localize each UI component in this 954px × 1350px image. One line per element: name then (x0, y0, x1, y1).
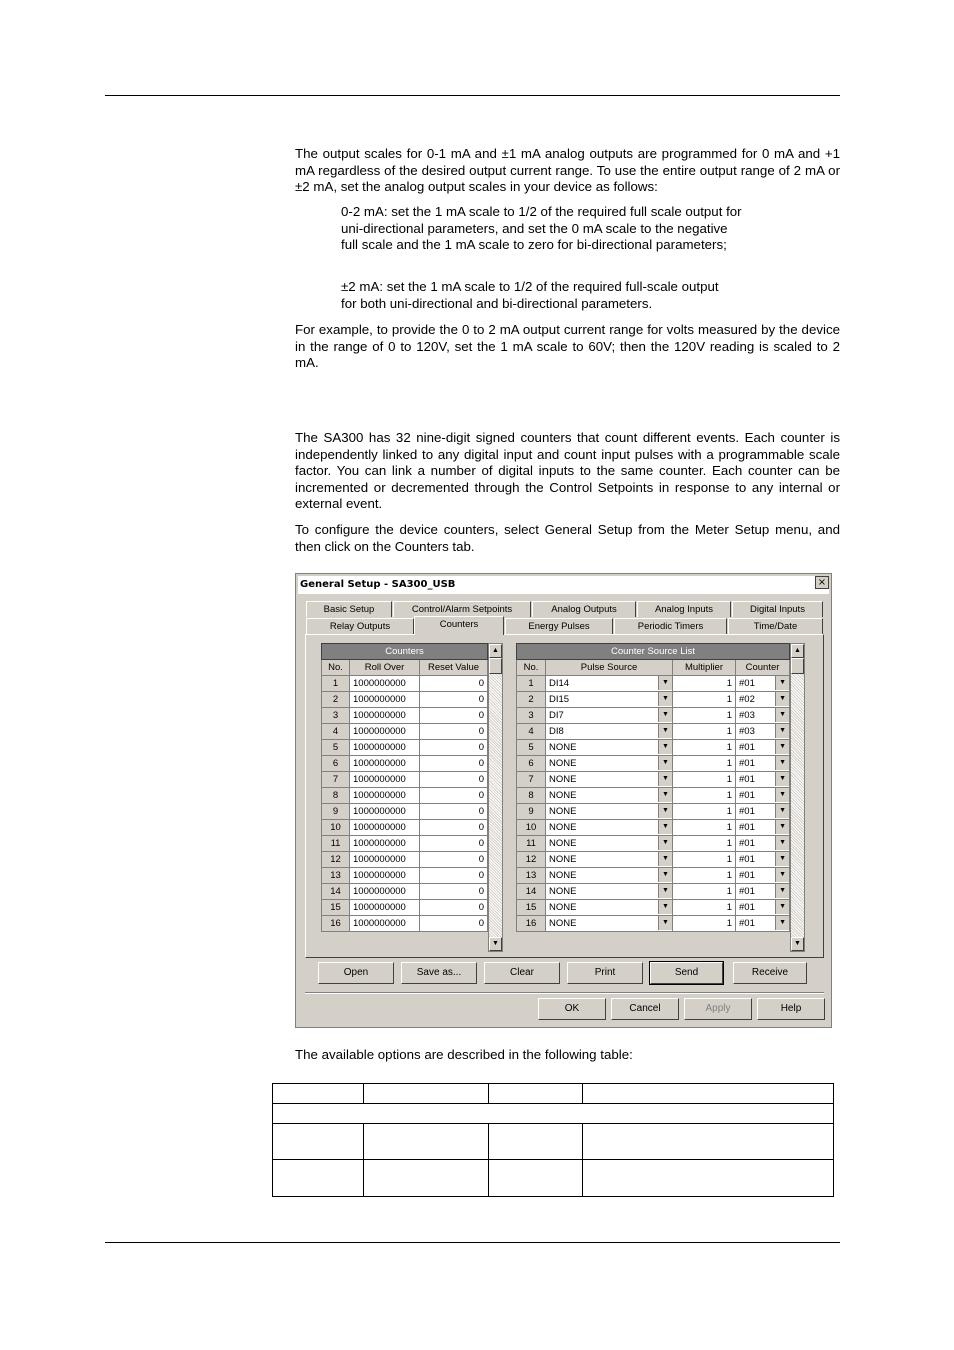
reset-value-field[interactable]: 0 (420, 740, 488, 756)
paragraph-example: For example, to provide the 0 to 2 mA output current range for volts measured by the device in the range of 0 to 120V, set the 1 mA scale to 60V; then the 120V reading is scaled to 2 mA. (295, 322, 840, 370)
multiplier-field[interactable]: 1 (673, 788, 736, 804)
reset-value-field[interactable]: 0 (420, 676, 488, 692)
chevron-down-icon[interactable]: ▼ (658, 708, 672, 722)
source-no: 10 (517, 820, 546, 836)
rollover-field[interactable]: 1000000000 (350, 788, 420, 804)
scroll-thumb[interactable] (489, 658, 502, 674)
rollover-field[interactable]: 1000000000 (350, 868, 420, 884)
send-button[interactable]: Send (650, 962, 723, 984)
reset-value-field[interactable]: 0 (420, 884, 488, 900)
table-row (322, 788, 488, 804)
pulse-source-select[interactable] (546, 772, 673, 788)
pulse-source-value: NONE (549, 854, 577, 865)
counter-no: 16 (322, 916, 350, 932)
save-as-button[interactable]: Save as... (401, 962, 477, 984)
counter-select[interactable] (736, 724, 790, 740)
item-0-2ma-text: set the 1 mA scale to 1/2 of the required full scale output for uni-directional parameters, and set the 0 mA scale to the negative full scale and the 1 mA scale to zero for bi-directional parameters; (341, 204, 742, 252)
table-row (517, 692, 790, 708)
multiplier-field[interactable]: 1 (673, 820, 736, 836)
tab-periodic-timers[interactable]: Periodic Timers (614, 618, 727, 634)
counter-source-table (516, 643, 790, 932)
multiplier-field[interactable]: 1 (673, 708, 736, 724)
reset-value-field[interactable]: 0 (420, 724, 488, 740)
chevron-down-icon[interactable]: ▼ (658, 676, 672, 690)
counter-select[interactable] (736, 740, 790, 756)
counter-no: 9 (322, 804, 350, 820)
counter-no: 11 (322, 836, 350, 852)
item-pm2ma-text: set the 1 mA scale to 1/2 of the required full-scale output for both uni-directional and bi-directional parameters. (341, 279, 719, 311)
chevron-down-icon[interactable]: ▼ (775, 916, 789, 930)
multiplier-field[interactable]: 1 (673, 740, 736, 756)
source-no: 2 (517, 692, 546, 708)
multiplier-field[interactable]: 1 (673, 756, 736, 772)
rollover-field[interactable]: 1000000000 (350, 916, 420, 932)
source-caption: Counter Source List (517, 644, 790, 660)
pulse-source-value: NONE (549, 870, 577, 881)
counter-no: 10 (322, 820, 350, 836)
reset-value-field[interactable]: 0 (420, 916, 488, 932)
paragraph-output-scales: The output scales for 0-1 mA and ±1 mA analog outputs are programmed for 0 mA and +1 mA regardless of the desired output current range. To use the entire output range of 2 mA or ±2 mA, set the analog output scales in your device as follows: (295, 146, 840, 194)
source-no: 15 (517, 900, 546, 916)
scroll-up-icon[interactable]: ▲ (791, 644, 804, 658)
counter-no: 7 (322, 772, 350, 788)
pulse-source-select[interactable] (546, 916, 673, 932)
counter-no: 15 (322, 900, 350, 916)
table-row (273, 1124, 834, 1160)
multiplier-field[interactable]: 1 (673, 804, 736, 820)
counter-value: #03 (739, 726, 755, 737)
counters-header-rollover: Roll Over (350, 660, 420, 676)
chevron-down-icon[interactable]: ▼ (658, 788, 672, 802)
pulse-source-select[interactable] (546, 756, 673, 772)
scroll-up-icon[interactable]: ▲ (489, 644, 502, 658)
source-no: 4 (517, 724, 546, 740)
chevron-down-icon[interactable]: ▼ (658, 820, 672, 834)
cancel-button[interactable]: Cancel (611, 998, 679, 1020)
table-row (322, 884, 488, 900)
pulse-source-value: DI8 (549, 726, 564, 737)
rollover-field[interactable]: 1000000000 (350, 708, 420, 724)
table-row (517, 868, 790, 884)
counter-select[interactable] (736, 884, 790, 900)
footer-rule (105, 1242, 840, 1243)
multiplier-field[interactable]: 1 (673, 868, 736, 884)
table-row (517, 756, 790, 772)
counter-no: 12 (322, 852, 350, 868)
header-rule (105, 95, 840, 96)
source-no: 7 (517, 772, 546, 788)
rollover-field[interactable]: 1000000000 (350, 724, 420, 740)
chevron-down-icon[interactable]: ▼ (658, 804, 672, 818)
counter-no: 6 (322, 756, 350, 772)
tab-control-alarm-setpoints[interactable]: Control/Alarm Setpoints (393, 601, 531, 617)
tab-analog-inputs[interactable]: Analog Inputs (637, 601, 731, 617)
counter-value: #01 (739, 870, 755, 881)
chevron-down-icon[interactable]: ▼ (775, 900, 789, 914)
source-no: 9 (517, 804, 546, 820)
chevron-down-icon[interactable]: ▼ (658, 868, 672, 882)
pulse-source-select[interactable] (546, 692, 673, 708)
counter-no: 3 (322, 708, 350, 724)
counter-select[interactable] (736, 804, 790, 820)
paragraph-options: The available options are described in the following table: (295, 1047, 633, 1062)
table-row (322, 820, 488, 836)
rollover-field[interactable]: 1000000000 (350, 884, 420, 900)
counter-select[interactable] (736, 676, 790, 692)
pulse-source-select[interactable] (546, 900, 673, 916)
counter-value: #01 (739, 758, 755, 769)
source-no: 1 (517, 676, 546, 692)
reset-value-field[interactable]: 0 (420, 804, 488, 820)
table-row (322, 916, 488, 932)
multiplier-field[interactable]: 1 (673, 676, 736, 692)
pulse-source-select[interactable] (546, 852, 673, 868)
table-row (322, 676, 488, 692)
counters-table (321, 643, 488, 932)
multiplier-field[interactable]: 1 (673, 724, 736, 740)
tab-basic-setup[interactable]: Basic Setup (306, 601, 392, 617)
rollover-field[interactable]: 1000000000 (350, 836, 420, 852)
chevron-down-icon[interactable]: ▼ (775, 804, 789, 818)
print-button[interactable]: Print (567, 962, 643, 984)
counter-value: #01 (739, 742, 755, 753)
counter-no: 13 (322, 868, 350, 884)
counters-caption: Counters (322, 644, 488, 660)
counter-value: #01 (739, 854, 755, 865)
counter-value: #03 (739, 710, 755, 721)
source-no: 11 (517, 836, 546, 852)
counter-value: #01 (739, 774, 755, 785)
pulse-source-value: NONE (549, 902, 577, 913)
counter-value: #01 (739, 790, 755, 801)
clear-button[interactable]: Clear (484, 962, 560, 984)
counter-select[interactable] (736, 836, 790, 852)
multiplier-field[interactable]: 1 (673, 884, 736, 900)
chevron-down-icon[interactable]: ▼ (775, 868, 789, 882)
source-no: 12 (517, 852, 546, 868)
counter-no: 4 (322, 724, 350, 740)
pulse-source-value: NONE (549, 838, 577, 849)
chevron-down-icon[interactable]: ▼ (658, 756, 672, 770)
pulse-source-select[interactable] (546, 884, 673, 900)
tab-counters[interactable]: Counters (414, 616, 504, 635)
counter-value: #02 (739, 694, 755, 705)
counter-select[interactable] (736, 900, 790, 916)
rollover-field[interactable]: 1000000000 (350, 900, 420, 916)
tab-analog-outputs[interactable]: Analog Outputs (532, 601, 636, 617)
item-0-2ma (341, 204, 743, 254)
chevron-down-icon[interactable]: ▼ (658, 772, 672, 786)
table-row (517, 820, 790, 836)
reset-value-field[interactable]: 0 (420, 772, 488, 788)
pulse-source-value: NONE (549, 886, 577, 897)
chevron-down-icon[interactable]: ▼ (658, 692, 672, 706)
counter-value: #01 (739, 918, 755, 929)
table-row (322, 804, 488, 820)
source-no: 8 (517, 788, 546, 804)
chevron-down-icon[interactable]: ▼ (658, 900, 672, 914)
scroll-down-icon[interactable]: ▼ (489, 937, 502, 951)
rollover-field[interactable]: 1000000000 (350, 852, 420, 868)
table-row (517, 676, 790, 692)
tab-energy-pulses[interactable]: Energy Pulses (505, 618, 613, 634)
pulse-source-select[interactable] (546, 740, 673, 756)
pulse-source-value: NONE (549, 790, 577, 801)
counter-value: #01 (739, 822, 755, 833)
multiplier-field[interactable]: 1 (673, 916, 736, 932)
table-row (517, 708, 790, 724)
pulse-source-select[interactable] (546, 820, 673, 836)
paragraph-counters: The SA300 has 32 nine-digit signed counters that count different events. Each counter is independently linked to any digital input and count input pulses with a programmable scale factor. You can link a number of digital inputs to the same counter. Each counter can be incremented or decremented through the Control Setpoints in response to any internal or external event. (295, 430, 840, 511)
reset-value-field[interactable]: 0 (420, 868, 488, 884)
table-row (517, 772, 790, 788)
chevron-down-icon[interactable]: ▼ (658, 884, 672, 898)
pulse-source-value: DI7 (549, 710, 564, 721)
source-no: 5 (517, 740, 546, 756)
rollover-field[interactable]: 1000000000 (350, 820, 420, 836)
chevron-down-icon[interactable]: ▼ (775, 708, 789, 722)
chevron-down-icon[interactable]: ▼ (658, 916, 672, 930)
source-header-multiplier: Multiplier (673, 660, 736, 676)
table-row (322, 852, 488, 868)
counter-select[interactable] (736, 788, 790, 804)
counters-header-reset: Reset Value (420, 660, 488, 676)
table-row (517, 884, 790, 900)
counter-no: 1 (322, 676, 350, 692)
reset-value-field[interactable]: 0 (420, 820, 488, 836)
chevron-down-icon[interactable]: ▼ (658, 852, 672, 866)
chevron-down-icon[interactable]: ▼ (658, 836, 672, 850)
table-row (517, 900, 790, 916)
reset-value-field[interactable]: 0 (420, 756, 488, 772)
table-row (273, 1104, 834, 1124)
chevron-down-icon[interactable]: ▼ (775, 852, 789, 866)
item-pm2ma-label: ±2 mA: (341, 279, 384, 294)
source-no: 16 (517, 916, 546, 932)
chevron-down-icon[interactable]: ▼ (775, 724, 789, 738)
tab-relay-outputs[interactable]: Relay Outputs (306, 618, 414, 634)
reset-value-field[interactable]: 0 (420, 788, 488, 804)
counter-value: #01 (739, 678, 755, 689)
pulse-source-select[interactable] (546, 788, 673, 804)
multiplier-field[interactable]: 1 (673, 836, 736, 852)
counter-select[interactable] (736, 692, 790, 708)
reset-value-field[interactable]: 0 (420, 900, 488, 916)
rollover-field[interactable]: 1000000000 (350, 676, 420, 692)
table-row (322, 740, 488, 756)
counter-no: 5 (322, 740, 350, 756)
table-row (517, 788, 790, 804)
rollover-field[interactable]: 1000000000 (350, 772, 420, 788)
tab-time-date[interactable]: Time/Date (728, 618, 823, 634)
multiplier-field[interactable]: 1 (673, 772, 736, 788)
rollover-field[interactable]: 1000000000 (350, 740, 420, 756)
counter-value: #01 (739, 806, 755, 817)
counter-no: 2 (322, 692, 350, 708)
counter-select[interactable] (736, 708, 790, 724)
source-header-pulse-source: Pulse Source (546, 660, 673, 676)
reset-value-field[interactable]: 0 (420, 692, 488, 708)
scroll-thumb[interactable] (791, 658, 804, 674)
table-row (322, 836, 488, 852)
source-no: 14 (517, 884, 546, 900)
item-pm2ma (341, 279, 731, 312)
chevron-down-icon[interactable]: ▼ (775, 692, 789, 706)
counter-value: #01 (739, 886, 755, 897)
table-row (322, 708, 488, 724)
counter-select[interactable] (736, 756, 790, 772)
pulse-source-value: NONE (549, 758, 577, 769)
table-row (517, 852, 790, 868)
table-row (517, 804, 790, 820)
table-row (322, 724, 488, 740)
rollover-field[interactable]: 1000000000 (350, 756, 420, 772)
chevron-down-icon[interactable]: ▼ (775, 884, 789, 898)
counter-select[interactable] (736, 916, 790, 932)
counter-select[interactable] (736, 868, 790, 884)
source-no: 13 (517, 868, 546, 884)
pulse-source-value: DI15 (549, 694, 570, 705)
chevron-down-icon[interactable]: ▼ (775, 756, 789, 770)
counter-no: 14 (322, 884, 350, 900)
table-row (322, 756, 488, 772)
chevron-down-icon[interactable]: ▼ (775, 820, 789, 834)
help-button[interactable]: Help (757, 998, 825, 1020)
scroll-down-icon[interactable]: ▼ (791, 937, 804, 951)
pulse-source-value: NONE (549, 806, 577, 817)
pulse-source-value: NONE (549, 774, 577, 785)
pulse-source-select[interactable] (546, 708, 673, 724)
counter-select[interactable] (736, 820, 790, 836)
pulse-source-select[interactable] (546, 676, 673, 692)
reset-value-field[interactable]: 0 (420, 852, 488, 868)
reset-value-field[interactable]: 0 (420, 836, 488, 852)
source-no: 3 (517, 708, 546, 724)
chevron-down-icon[interactable]: ▼ (775, 836, 789, 850)
counters-header-no: No. (322, 660, 350, 676)
multiplier-field[interactable]: 1 (673, 900, 736, 916)
pulse-source-value: NONE (549, 822, 577, 833)
pulse-source-value: NONE (549, 742, 577, 753)
counter-no: 8 (322, 788, 350, 804)
open-button[interactable]: Open (318, 962, 394, 984)
apply-button[interactable]: Apply (684, 998, 752, 1020)
counter-select[interactable] (736, 772, 790, 788)
pulse-source-select[interactable] (546, 804, 673, 820)
counter-value: #01 (739, 838, 755, 849)
rollover-field[interactable]: 1000000000 (350, 804, 420, 820)
table-row (517, 916, 790, 932)
multiplier-field[interactable]: 1 (673, 692, 736, 708)
receive-button[interactable]: Receive (733, 962, 807, 984)
item-0-2ma-label: 0-2 mA: (341, 204, 388, 219)
table-row (322, 900, 488, 916)
reset-value-field[interactable]: 0 (420, 708, 488, 724)
options-table (272, 1083, 834, 1197)
table-row (517, 724, 790, 740)
table-row (273, 1084, 834, 1104)
paragraph-configure: To configure the device counters, select General Setup from the Meter Setup menu, and then click on the Counters tab. (295, 522, 840, 554)
pulse-source-value: DI14 (549, 678, 570, 689)
multiplier-field[interactable]: 1 (673, 852, 736, 868)
pulse-source-select[interactable] (546, 836, 673, 852)
counter-value: #01 (739, 902, 755, 913)
table-row (322, 772, 488, 788)
chevron-down-icon[interactable]: ▼ (775, 676, 789, 690)
source-no: 6 (517, 756, 546, 772)
table-row (322, 692, 488, 708)
dialog-title: General Setup - SA300_USB (298, 576, 829, 594)
table-row (517, 836, 790, 852)
dialog-separator (305, 992, 824, 994)
table-row (517, 740, 790, 756)
source-header-no: No. (517, 660, 546, 676)
pulse-source-value: NONE (549, 918, 577, 929)
pulse-source-select[interactable] (546, 724, 673, 740)
chevron-down-icon[interactable]: ▼ (775, 788, 789, 802)
chevron-down-icon[interactable]: ▼ (775, 772, 789, 786)
source-scrollbar[interactable] (790, 643, 805, 952)
chevron-down-icon[interactable]: ▼ (658, 724, 672, 738)
table-row (273, 1160, 834, 1197)
counter-select[interactable] (736, 852, 790, 868)
pulse-source-select[interactable] (546, 868, 673, 884)
tab-digital-inputs[interactable]: Digital Inputs (732, 601, 823, 617)
source-header-counter: Counter (736, 660, 790, 676)
close-icon[interactable]: × (815, 576, 829, 589)
ok-button[interactable]: OK (538, 998, 606, 1020)
rollover-field[interactable]: 1000000000 (350, 692, 420, 708)
counters-scrollbar[interactable] (488, 643, 503, 952)
chevron-down-icon[interactable]: ▼ (775, 740, 789, 754)
chevron-down-icon[interactable]: ▼ (658, 740, 672, 754)
table-row (322, 868, 488, 884)
